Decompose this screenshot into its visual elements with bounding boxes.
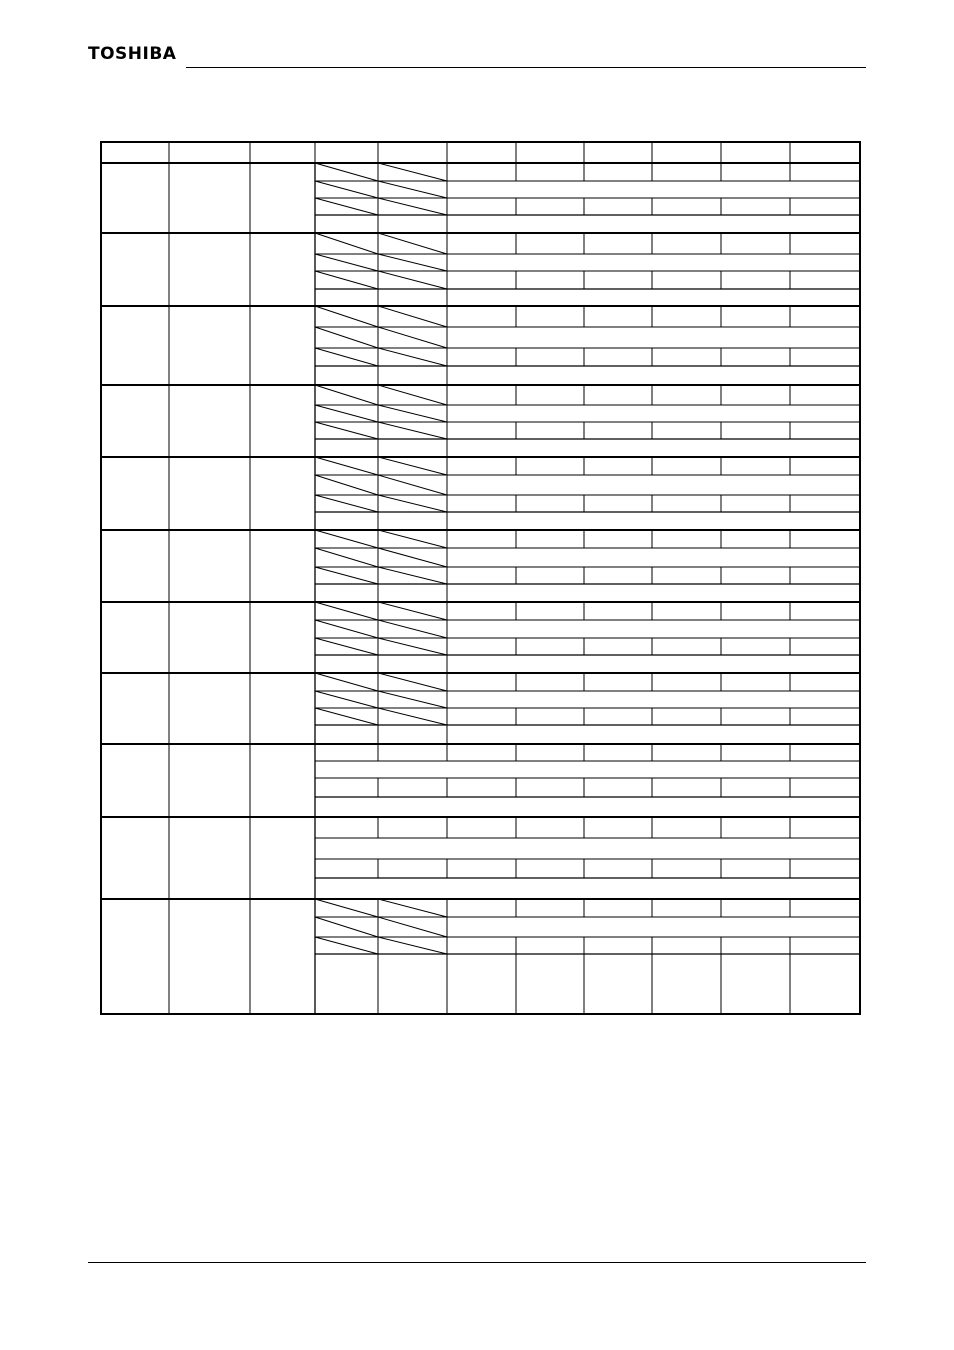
unused-bit-slash	[315, 602, 378, 620]
unused-bit-slash	[315, 638, 378, 655]
unused-bit-slash	[378, 422, 447, 439]
unused-bit-slash	[378, 306, 447, 327]
unused-bit-slash	[378, 495, 447, 512]
unused-bit-slash	[315, 495, 378, 512]
footer-rule	[88, 1262, 866, 1263]
unused-bit-slash	[315, 181, 378, 198]
unused-bit-slash	[315, 691, 378, 708]
unused-bit-slash	[378, 548, 447, 567]
unused-bit-slash	[315, 899, 378, 917]
unused-bit-slash	[378, 271, 447, 289]
unused-bit-slash	[315, 673, 378, 691]
unused-bit-slash	[378, 348, 447, 366]
unused-bit-slash	[315, 385, 378, 405]
unused-bit-slash	[378, 163, 447, 181]
unused-bit-slash	[378, 917, 447, 937]
unused-bit-slash	[315, 708, 378, 725]
unused-bit-slash	[378, 620, 447, 638]
toshiba-logo: TOSHIBA	[88, 44, 177, 64]
unused-bit-slash	[315, 422, 378, 439]
unused-bit-slash	[378, 673, 447, 691]
unused-bit-slash	[315, 254, 378, 271]
unused-bit-slash	[315, 306, 378, 327]
unused-bit-slash	[378, 899, 447, 917]
unused-bit-slash	[315, 163, 378, 181]
unused-bit-slash	[378, 691, 447, 708]
unused-bit-slash	[378, 937, 447, 954]
unused-bit-slash	[315, 457, 378, 475]
unused-bit-slash	[315, 917, 378, 937]
unused-bit-slash	[315, 530, 378, 548]
unused-bit-slash	[378, 385, 447, 405]
unused-bit-slash	[378, 457, 447, 475]
unused-bit-slash	[315, 198, 378, 215]
unused-bit-slash	[378, 475, 447, 495]
table-grid-lines	[101, 142, 860, 1014]
unused-bit-slash	[315, 548, 378, 567]
unused-bit-slash	[378, 567, 447, 584]
unused-bit-slash	[315, 620, 378, 638]
unused-bit-slash	[315, 348, 378, 366]
table-outer-border	[101, 142, 860, 1014]
unused-bit-slash	[315, 271, 378, 289]
unused-bit-slash	[378, 181, 447, 198]
unused-bit-slash	[378, 405, 447, 422]
unused-bit-slash	[378, 198, 447, 215]
unused-bit-slash	[378, 602, 447, 620]
unused-bit-slash	[315, 567, 378, 584]
unused-bit-slash	[378, 638, 447, 655]
unused-bit-slash	[315, 327, 378, 348]
unused-bit-slash	[378, 233, 447, 254]
unused-bit-slash	[378, 530, 447, 548]
unused-bit-slash	[315, 937, 378, 954]
unused-bit-slash	[315, 233, 378, 254]
unused-bit-slash	[315, 405, 378, 422]
unused-bit-slash	[378, 708, 447, 725]
unused-bit-slash	[315, 475, 378, 495]
unused-bit-slash	[378, 327, 447, 348]
unused-bit-slash	[378, 254, 447, 271]
